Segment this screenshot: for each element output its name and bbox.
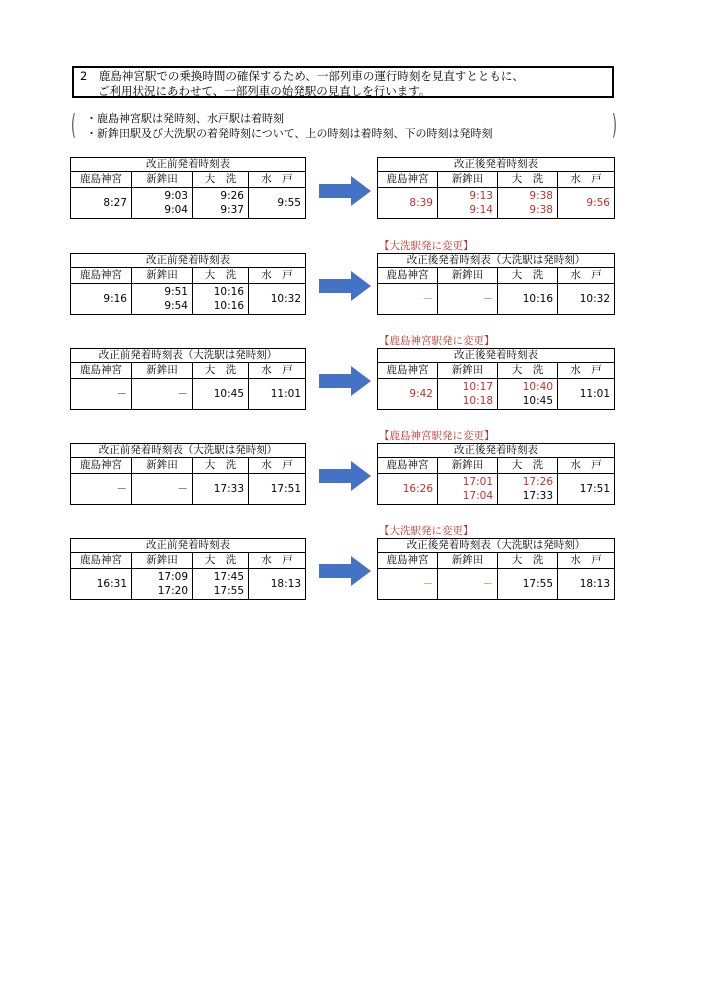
bracket-left-icon: ( [71,108,76,141]
col-header-kashima: 鹿島神宮 [71,553,132,569]
time-oarai: 9:26 9:37 [193,188,249,219]
time-mito: 17:51 [249,474,306,505]
timetable-title: 改正後発着時刻表 [378,349,615,363]
col-header-kashima: 鹿島神宮 [378,172,438,188]
time-mito: 11:01 [249,379,306,410]
col-header-kashima: 鹿島神宮 [378,553,438,569]
col-header-oarai: 大 洗 [193,268,249,284]
timetable-before-1 [70,157,306,219]
time-oarai: 10:16 [498,284,558,315]
change-label: 【大洗駅発に変更】 [379,240,474,252]
time-mito: 18:13 [558,569,615,600]
timetable-title: 改正前発着時刻表（大洗駅は発時刻） [71,349,306,363]
change-label: 【鹿島神宮駅発に変更】 [379,430,495,442]
timetable-title: 改正後発着時刻表（大洗駅は発時刻） [378,254,615,268]
notes [71,108,617,143]
col-header-mito: 水 戸 [558,553,615,569]
time-kashima: － [378,569,438,600]
time-kashima: － [71,474,132,505]
time-shinhokota: 17:01 17:04 [438,474,498,505]
time-shinhokota: － [132,379,193,410]
time-kashima: － [378,284,438,315]
time-oarai: 17:26 17:33 [498,474,558,505]
col-header-mito: 水 戸 [558,268,615,284]
timetable-before-5 [70,538,306,600]
col-header-oarai: 大 洗 [193,458,249,474]
time-oarai: 17:33 [193,474,249,505]
col-header-shinhokota: 新鉾田 [438,553,498,569]
timetable-title: 改正前発着時刻表（大洗駅は発時刻） [71,444,306,458]
time-oarai: 17:55 [498,569,558,600]
timetable-before-3 [70,348,306,410]
time-kashima: 8:27 [71,188,132,219]
col-header-mito: 水 戸 [249,172,306,188]
col-header-kashima: 鹿島神宮 [71,458,132,474]
arrow-right-icon [319,556,371,586]
time-oarai: 17:45 17:55 [193,569,249,600]
timetable-title: 改正前発着時刻表 [71,539,306,553]
time-oarai: 10:16 10:16 [193,284,249,315]
col-header-shinhokota: 新鉾田 [132,553,193,569]
section-header [72,66,614,98]
col-header-mito: 水 戸 [249,363,306,379]
col-header-oarai: 大 洗 [193,553,249,569]
time-shinhokota: 9:03 9:04 [132,188,193,219]
col-header-oarai: 大 洗 [193,363,249,379]
time-oarai: 10:45 [193,379,249,410]
time-oarai: 9:38 9:38 [498,188,558,219]
time-shinhokota: － [438,569,498,600]
time-kashima: 9:42 [378,379,438,410]
timetable-after-1 [377,157,615,219]
col-header-oarai: 大 洗 [193,172,249,188]
time-mito: 9:56 [558,188,615,219]
col-header-shinhokota: 新鉾田 [438,363,498,379]
change-label: 【大洗駅発に変更】 [379,525,474,537]
timetable-title: 改正前発着時刻表 [71,158,306,172]
col-header-kashima: 鹿島神宮 [71,172,132,188]
col-header-shinhokota: 新鉾田 [132,363,193,379]
col-header-shinhokota: 新鉾田 [438,268,498,284]
time-mito: 11:01 [558,379,615,410]
time-oarai: 10:40 10:45 [498,379,558,410]
time-mito: 10:32 [558,284,615,315]
col-header-kashima: 鹿島神宮 [378,458,438,474]
arrow-right-icon [319,176,371,206]
col-header-oarai: 大 洗 [498,458,558,474]
note-line-2: ・新鉾田駅及び大洗駅の着発時刻について、上の時刻は着時刻、下の時刻は発時刻 [86,127,493,140]
col-header-kashima: 鹿島神宮 [378,363,438,379]
timetable-after-4 [377,443,615,505]
time-shinhokota: 10:17 10:18 [438,379,498,410]
time-shinhokota: 17:09 17:20 [132,569,193,600]
col-header-mito: 水 戸 [558,172,615,188]
arrow-right-icon [319,271,371,301]
col-header-mito: 水 戸 [249,268,306,284]
col-header-shinhokota: 新鉾田 [438,172,498,188]
time-shinhokota: － [132,474,193,505]
time-shinhokota: － [438,284,498,315]
timetable-after-5 [377,538,615,600]
time-mito: 18:13 [249,569,306,600]
col-header-shinhokota: 新鉾田 [132,458,193,474]
time-kashima: 9:16 [71,284,132,315]
col-header-kashima: 鹿島神宮 [71,268,132,284]
arrow-right-icon [319,461,371,491]
arrow-right-icon [319,366,371,396]
timetable-after-2 [377,253,615,315]
col-header-oarai: 大 洗 [498,363,558,379]
col-header-shinhokota: 新鉾田 [132,172,193,188]
timetable-title: 改正後発着時刻表 [378,444,615,458]
note-line-1: ・鹿島神宮駅は発時刻、水戸駅は着時刻 [86,112,284,125]
col-header-oarai: 大 洗 [498,553,558,569]
col-header-kashima: 鹿島神宮 [378,268,438,284]
section-header-line-1: 2 鹿島神宮駅での乗換時間の確保するため、一部列車の運行時刻を見直すとともに、 [80,69,524,83]
section-header-line-2: ご利用状況にあわせて、一部列車の始発駅の見直しを行います。 [98,84,431,98]
time-kashima: 16:26 [378,474,438,505]
time-mito: 9:55 [249,188,306,219]
col-header-mito: 水 戸 [558,458,615,474]
col-header-mito: 水 戸 [249,553,306,569]
col-header-oarai: 大 洗 [498,172,558,188]
time-kashima: － [71,379,132,410]
col-header-kashima: 鹿島神宮 [71,363,132,379]
time-mito: 10:32 [249,284,306,315]
change-label: 【鹿島神宮駅発に変更】 [379,335,495,347]
col-header-shinhokota: 新鉾田 [132,268,193,284]
time-mito: 17:51 [558,474,615,505]
time-shinhokota: 9:13 9:14 [438,188,498,219]
timetable-after-3 [377,348,615,410]
timetable-title: 改正後発着時刻表（大洗駅は発時刻） [378,539,615,553]
col-header-oarai: 大 洗 [498,268,558,284]
time-kashima: 8:39 [378,188,438,219]
bracket-right-icon: ) [612,108,617,141]
timetable-title: 改正前発着時刻表 [71,254,306,268]
time-shinhokota: 9:51 9:54 [132,284,193,315]
col-header-shinhokota: 新鉾田 [438,458,498,474]
time-kashima: 16:31 [71,569,132,600]
timetable-before-2 [70,253,306,315]
timetable-title: 改正後発着時刻表 [378,158,615,172]
col-header-mito: 水 戸 [249,458,306,474]
timetable-before-4 [70,443,306,505]
col-header-mito: 水 戸 [558,363,615,379]
